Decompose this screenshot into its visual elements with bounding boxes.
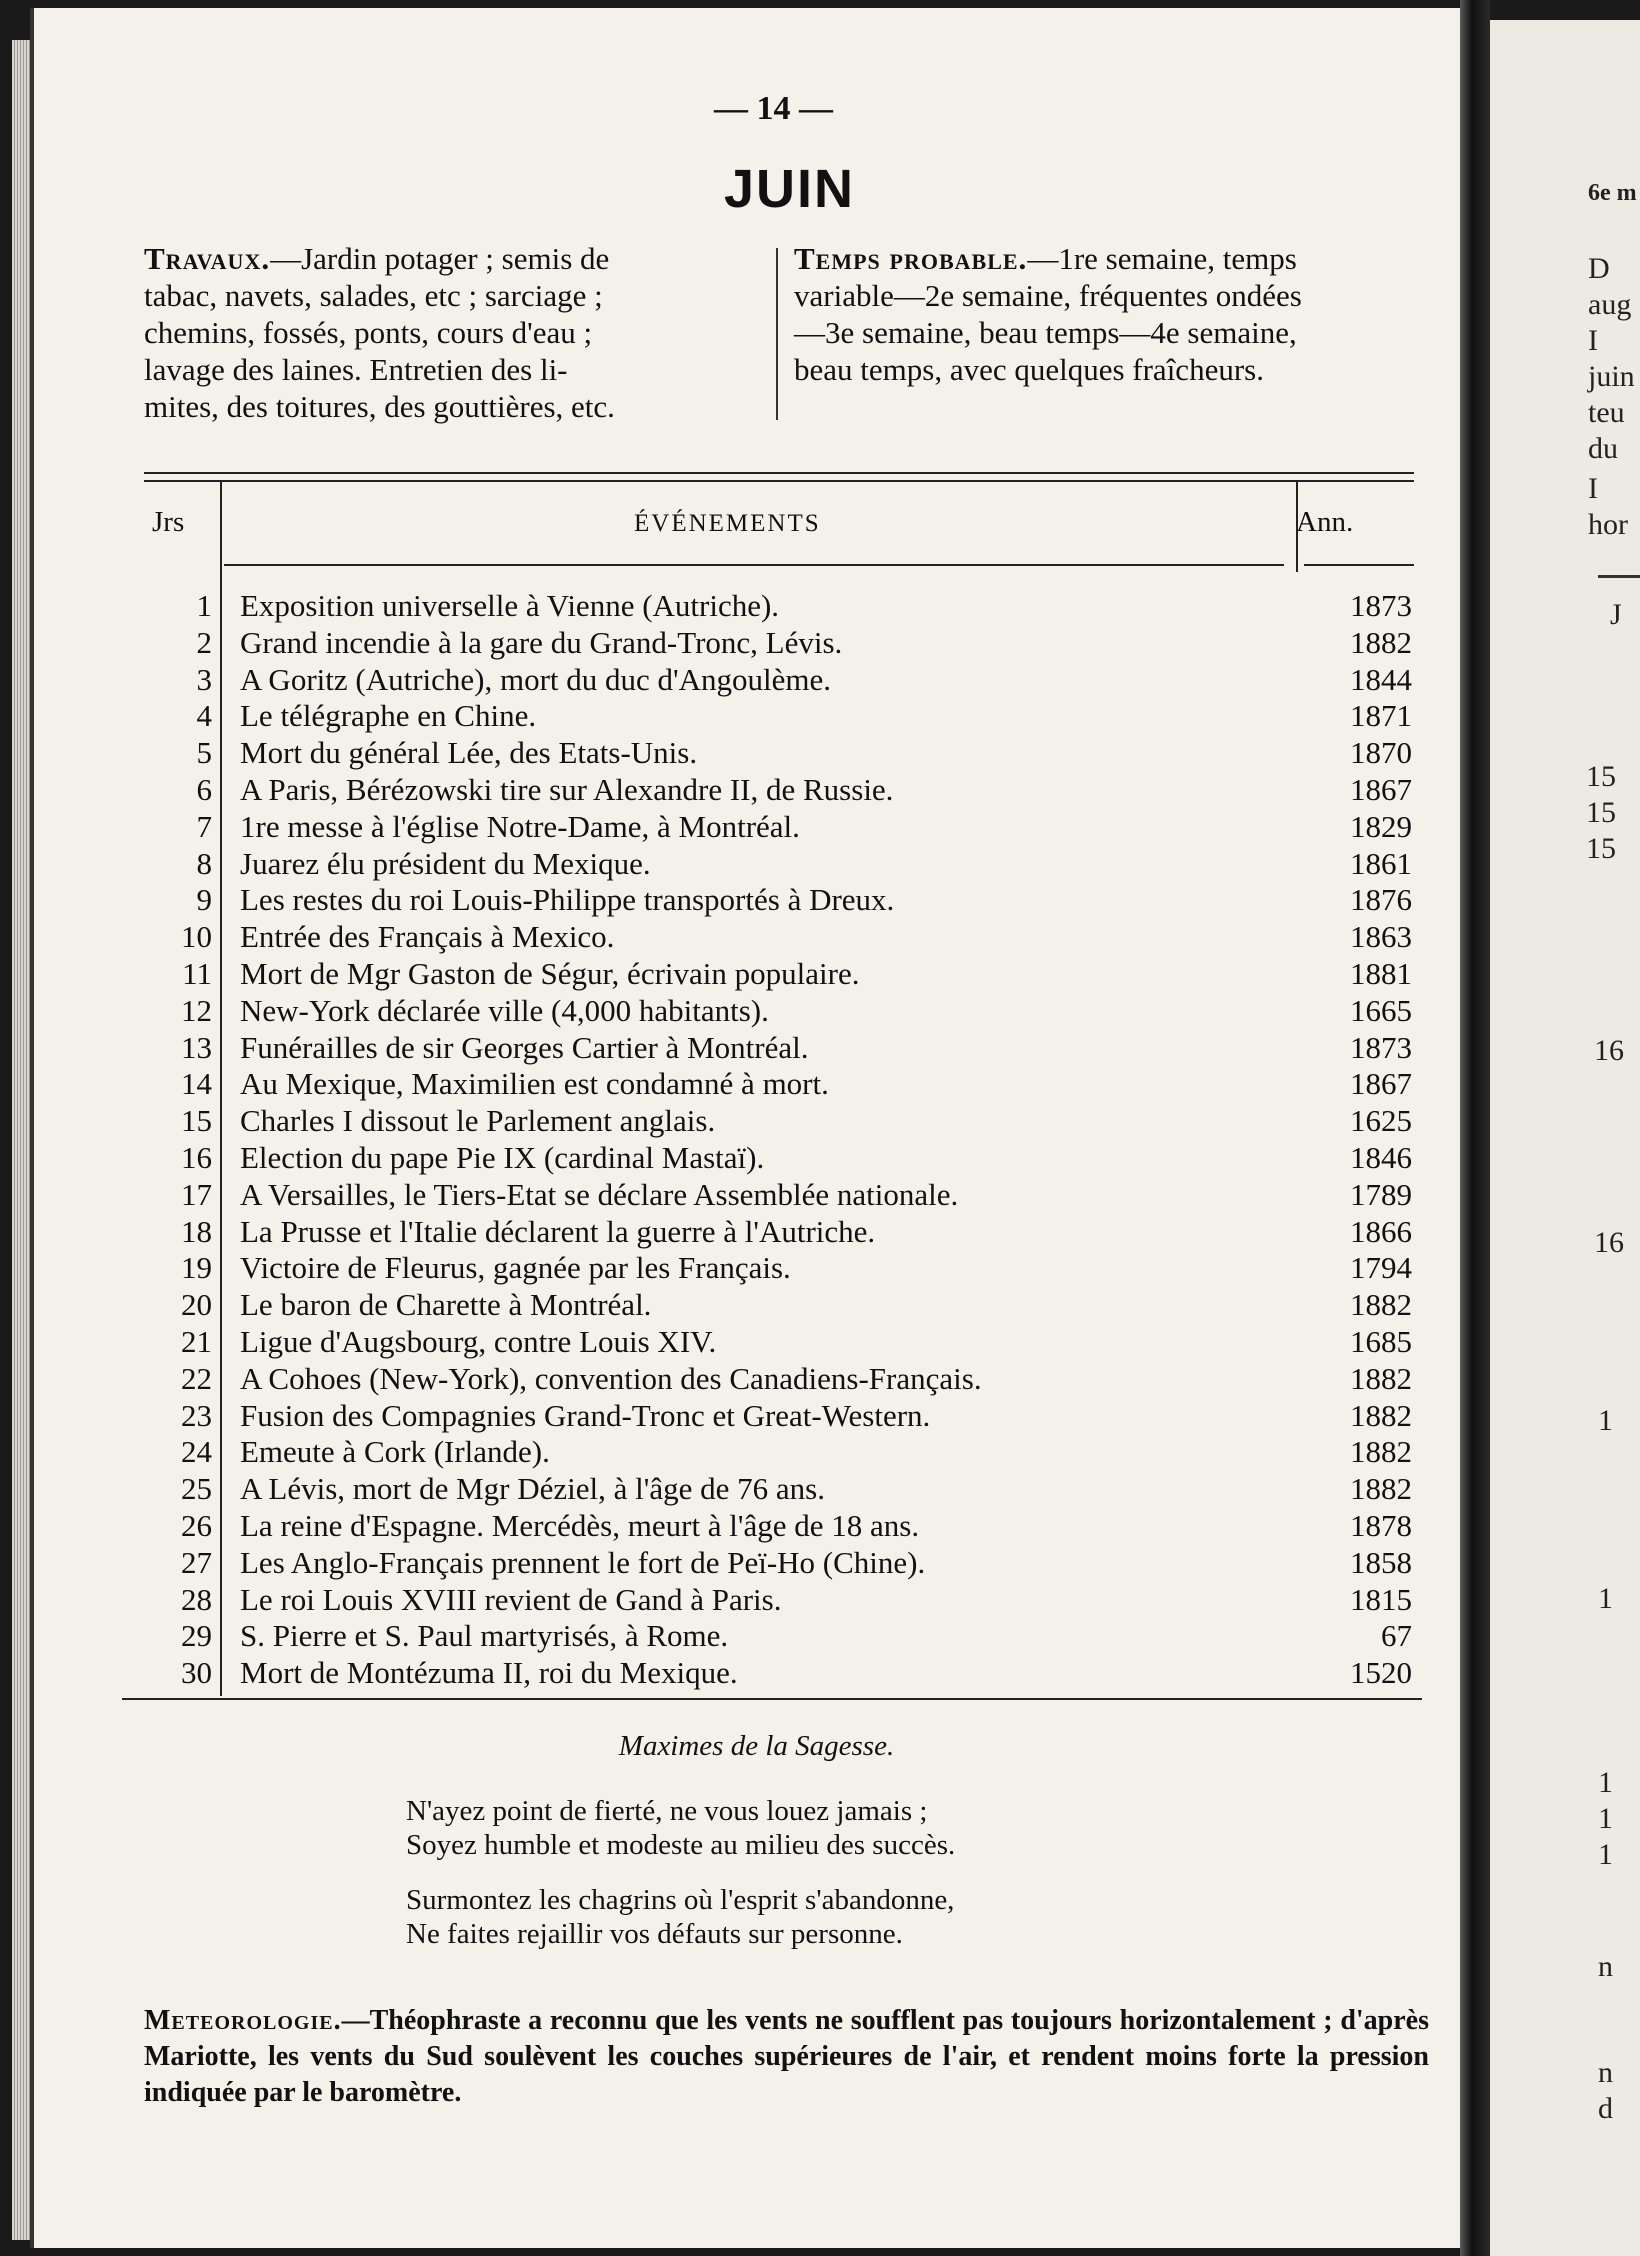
table-row: 22 A Cohoes (New-York), convention des Canadiens-Français. 1882 [181,1360,1412,1396]
temps-label: Temps probable. [794,241,1028,276]
header-rule-year [1304,564,1414,566]
table-row: 8 Juarez élu président du Mexique. 1861 [196,845,1412,881]
events-table-body [144,588,1424,1692]
maxims-title: Maximes de la Sagesse. [618,1730,895,1762]
table-row: 29 S. Pierre et S. Paul martyrisés, à Rome. 67 [181,1618,1412,1654]
table-row: 23 Fusion des Compagnies Grand-Tronc et Great-Western. 1882 [181,1397,1412,1433]
table-row: 30 Mort de Montézuma II, roi du Mexique. 1520 [181,1655,1412,1691]
table-row: 10 Entrée des Français à Mexico. 1863 [181,919,1412,955]
table-row: 12 New-York déclarée ville (4,000 habitants). 1665 [181,992,1412,1028]
table-row: 6 A Paris, Bérézowski tire sur Alexandre II, de Russie. 1867 [196,771,1412,807]
table-row: 24 Emeute à Cork (Irlande). 1882 [181,1434,1412,1470]
temps-probable-paragraph: Temps probable.—1re semaine, temps variable—2e semaine, fréquentes ondées —3e semaine, beau temps—4e semaine, beau temps, avec quelques fraîcheurs. [794,241,1302,387]
table-row: 21 Ligue d'Augsbourg, contre Louis XIV. 1685 [181,1323,1412,1359]
table-row: 19 Victoire de Fleurus, gagnée par les Français. 1794 [181,1250,1412,1286]
table-row: 9 Les restes du roi Louis-Philippe transportés à Dreux. 1876 [196,882,1412,918]
table-top-rule [144,472,1414,474]
column-separator [776,248,778,420]
table-row: 16 Election du pape Pie IX (cardinal Mastaï). 1846 [181,1139,1412,1175]
book-gutter [1460,0,1490,2256]
table-row: 2 Grand incendie à la gare du Grand-Tronc, Lévis. 1882 [196,624,1412,660]
table-row: 5 Mort du général Lée, des Etats-Unis. 1870 [196,735,1412,771]
table-row: 7 1re messe à l'église Notre-Dame, à Montréal. 1829 [196,808,1412,844]
table-row: 27 Les Anglo-Français prennent le fort de Peï-Ho (Chine). 1858 [181,1544,1412,1580]
table-row: 11 Mort de Mgr Gaston de Ségur, écrivain populaire. 1881 [182,955,1412,991]
table-row: 17 A Versailles, le Tiers-Etat se déclare Assemblée nationale. 1789 [181,1176,1412,1212]
table-row: 18 La Prusse et l'Italie déclarent la guerre à l'Autriche. 1866 [181,1213,1412,1249]
almanac-page [30,8,1479,2248]
table-row: 13 Funérailles de sir Georges Cartier à Montréal. 1873 [181,1029,1412,1065]
table-row: 25 A Lévis, mort de Mgr Déziel, à l'âge de 76 ans. 1882 [181,1471,1412,1507]
table-top-rule-2 [144,480,1414,482]
header-events: ÉVÉNEMENTS [634,510,821,537]
page-number: — 14 — [714,90,833,127]
table-row: 3 A Goritz (Autriche), mort du duc d'Angoulème. 1844 [196,661,1412,697]
header-days: Jrs [152,506,185,538]
meteorologie-paragraph: Meteorologie.—Théophraste a reconnu que les vents ne soufflent pas toujours horizontalement ; d'après Mariotte, les vents du Sud soulèvent les couches supérieures de l'air, et rendent moins forte la pression indiquée par le baromètre. [144,2005,1429,2108]
header-year: Ann. [1296,506,1354,538]
travaux-label: Travaux. [144,241,271,276]
maxim-stanza-2: Surmontez les chagrins où l'esprit s'abandonne, Ne faites rejaillir vos défauts sur personne. [406,1884,955,1950]
table-row: 14 Au Mexique, Maximilien est condamné à mort. 1867 [181,1066,1412,1102]
travaux-paragraph: Travaux.—Jardin potager ; semis de tabac, navets, salades, etc ; sarciage ; chemins, fossés, ponts, cours d'eau ; lavage des laines. Entretien des li- mites, des toitures, des gouttières, etc. [144,241,615,424]
table-bottom-rule [122,1698,1422,1700]
table-row: 28 Le roi Louis XVIII revient de Gand à Paris. 1815 [181,1581,1412,1617]
table-row: 20 Le baron de Charette à Montréal. 1882 [181,1287,1412,1323]
month-title: JUIN [724,159,856,219]
table-row: 26 La reine d'Espagne. Mercédès, meurt à l'âge de 18 ans. 1878 [181,1507,1412,1543]
table-row: 4 Le télégraphe en Chine. 1871 [196,698,1412,734]
table-vline-right [1296,482,1298,572]
meteorologie-label: Meteorologie. [144,2005,342,2036]
header-rule [224,564,1284,566]
facing-page-fragment: 6e m D aug I juin teu du I hor J 15 15 15 16 16 1 1 1 1 1 n n d [1490,20,1640,2256]
table-row: 15 Charles I dissout le Parlement anglais. 1625 [181,1103,1412,1139]
maxim-stanza-1: N'ayez point de fierté, ne vous louez jamais ; Soyez humble et modeste au milieu des succès. [406,1795,956,1861]
table-row: 1 Exposition universelle à Vienne (Autriche). 1873 [196,588,1412,623]
